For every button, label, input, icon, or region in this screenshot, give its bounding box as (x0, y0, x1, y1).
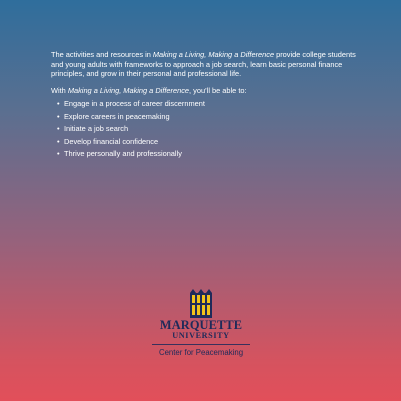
list-item-text: Thrive personally and professionally (64, 149, 182, 158)
university-name: MARQUETTE (159, 318, 243, 332)
marquette-logo (150, 289, 252, 358)
body-text (51, 50, 361, 160)
marquette-tower-icon (188, 289, 214, 318)
list-item-text: Initiate a job search (64, 124, 129, 134)
list-item-text: Explore careers in peacemaking (64, 111, 170, 121)
list-item-text: Develop financial confidence (64, 136, 159, 146)
intro-paragraph (51, 50, 361, 79)
intro-book-title: Making a Living, Making a Difference (152, 50, 275, 59)
list-item-text: Engage in a process of career discernment (64, 99, 205, 109)
intro-text-end: provide college students and young adults with frameworks to approach a job search, learn basic personal finance principles, and grow in their personal and professional life. (51, 50, 356, 79)
lead-sentence (51, 86, 361, 96)
intro-text-start: The activities and resources in (51, 50, 153, 59)
list-item: • Thrive personally and professionally (57, 149, 182, 158)
list-item: • Engage in a process of career discernment (57, 99, 205, 109)
benefits-list (51, 98, 361, 160)
list-item: • Develop financial confidence (57, 136, 159, 146)
lead-prefix: With (51, 85, 68, 95)
university-subtitle: UNIVERSITY (172, 331, 230, 340)
list-item: • Explore careers in peacemaking (57, 111, 170, 121)
center-name: Center for Peacemaking (158, 348, 244, 357)
lead-book-title: Making a Living, Making a Difference (67, 85, 190, 95)
lead-suffix: , you’ll be able to: (189, 85, 247, 95)
logo-divider (152, 344, 250, 345)
list-item: • Initiate a job search (57, 124, 129, 134)
